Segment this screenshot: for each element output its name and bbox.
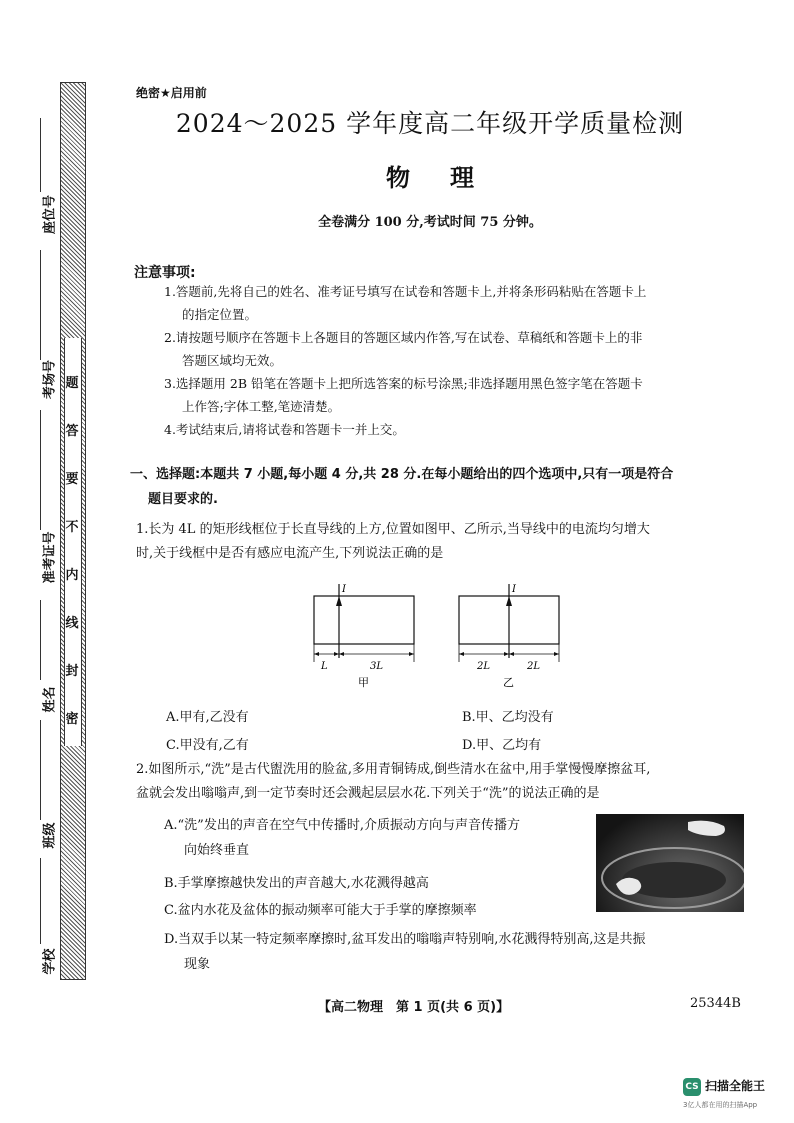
caption-a: 甲 bbox=[358, 676, 369, 688]
score-time-note: 全卷满分 100 分,考试时间 75 分钟。 bbox=[318, 215, 542, 230]
bronze-basin-photo bbox=[596, 814, 744, 912]
seat-fill-line bbox=[40, 118, 41, 192]
page-footer: 【高二物理 第 1 页(共 6 页)】 bbox=[318, 1000, 510, 1015]
caption-b: 乙 bbox=[503, 676, 514, 688]
notice-line: 上作答;字体工整,笔迹清楚。 bbox=[182, 399, 341, 414]
notice-line: 4.考试结束后,请将试卷和答题卡一并上交。 bbox=[164, 422, 405, 437]
notice-line: 1.答题前,先将自己的姓名、准考证号填写在试卷和答题卡上,并将条形码粘贴在答题卡上 bbox=[164, 284, 647, 299]
section-line: 题目要求的. bbox=[148, 492, 218, 507]
room-fill-line bbox=[40, 250, 41, 360]
seat-number-label: 座位号 bbox=[42, 195, 58, 235]
name-label: 姓名 bbox=[42, 686, 58, 713]
seal-char: 线 bbox=[65, 616, 79, 631]
school-label: 学校 bbox=[42, 948, 58, 975]
notice-line: 的指定位置。 bbox=[182, 307, 258, 322]
exam-id-fill-line bbox=[40, 410, 41, 530]
seal-char: 内 bbox=[65, 568, 79, 583]
option-line: A.“洗”发出的声音在空气中传播时,介质振动方向与声音传播方 bbox=[164, 818, 520, 833]
exam-id-label: 准考证号 bbox=[42, 531, 58, 584]
dim-label-right-b: 2L bbox=[527, 661, 541, 672]
seal-char: 答 bbox=[65, 424, 79, 439]
question-line: 时,关于线框中是否有感应电流产生,下列说法正确的是 bbox=[136, 546, 444, 561]
room-number-label: 考场号 bbox=[42, 360, 58, 400]
current-arrow-a bbox=[336, 596, 342, 606]
notice-line: 3.选择题用 2B 铅笔在答题卡上把所选答案的标号涂黑;非选择题用黑色签字笔在答题卡 bbox=[164, 376, 643, 391]
q2-option-a[interactable] bbox=[164, 814, 520, 858]
seal-char: 密 bbox=[65, 712, 79, 727]
dim-arrow bbox=[314, 652, 319, 656]
question-1-stem bbox=[136, 518, 748, 566]
dim-arrow bbox=[409, 652, 414, 656]
notice-line: 答题区域均无效。 bbox=[182, 353, 283, 368]
current-label-b: I bbox=[512, 584, 516, 595]
paper-code: 25344B bbox=[690, 996, 741, 1011]
scanner-tagline: 3亿人都在用的扫描App bbox=[683, 1101, 758, 1109]
q1-option-a[interactable]: A.甲有,乙没有 bbox=[166, 710, 249, 725]
scanner-app-name: 扫描全能王 bbox=[705, 1079, 766, 1093]
seal-char: 封 bbox=[65, 664, 79, 679]
seal-line-box bbox=[64, 338, 82, 746]
class-label: 班级 bbox=[42, 822, 58, 849]
question-line: 1.长为 4L 的矩形线框位于长直导线的上方,位置如图甲、乙所示,当导线中的电流均匀增大 bbox=[136, 522, 650, 537]
hand-right bbox=[688, 821, 725, 836]
figure-b-diagram bbox=[445, 578, 575, 688]
confidential-note: 绝密★启用前 bbox=[136, 86, 207, 100]
dim-label-right-a: 3L bbox=[370, 661, 384, 672]
dim-arrow bbox=[504, 652, 509, 656]
seal-char: 要 bbox=[65, 472, 79, 487]
dim-label-left-a: L bbox=[321, 661, 328, 672]
q1-option-c[interactable]: C.甲没有,乙有 bbox=[166, 738, 249, 753]
dim-arrow bbox=[509, 652, 514, 656]
exam-title: 2024～2025 学年度高二年级开学质量检测 bbox=[175, 109, 685, 138]
dim-arrow bbox=[339, 652, 344, 656]
subject-title: 物理 bbox=[386, 164, 514, 192]
current-arrow-b bbox=[506, 596, 512, 606]
coil-frame-a bbox=[314, 596, 414, 644]
dim-label-left-b: 2L bbox=[477, 661, 491, 672]
dim-arrow bbox=[459, 652, 464, 656]
option-line: D.当双手以某一特定频率摩擦时,盆耳发出的嗡嗡声特别响,水花溅得特别高,这是共振 bbox=[164, 932, 646, 947]
seal-char: 题 bbox=[65, 376, 79, 391]
scanner-logo-icon: CS bbox=[683, 1078, 701, 1096]
dim-arrow bbox=[334, 652, 339, 656]
name-fill-line bbox=[40, 600, 41, 680]
question-line: 2.如图所示,“洗”是古代盥洗用的脸盆,多用青铜铸成,倒些清水在盆中,用手掌慢慢摩擦盆耳, bbox=[136, 762, 651, 777]
q1-option-b[interactable]: B.甲、乙均没有 bbox=[462, 710, 554, 725]
q2-option-c[interactable]: C.盆内水花及盆体的振动频率可能大于手掌的摩擦频率 bbox=[164, 903, 477, 918]
option-line: 向始终垂直 bbox=[184, 843, 250, 858]
section-line: 一、选择题:本题共 7 小题,每小题 4 分,共 28 分.在每小题给出的四个选项中,只有一项是符合 bbox=[130, 467, 674, 482]
option-line: 现象 bbox=[184, 957, 211, 972]
question-2-stem bbox=[136, 758, 748, 806]
q2-option-d[interactable] bbox=[164, 928, 749, 972]
figure-a-diagram bbox=[300, 578, 430, 688]
q2-option-b[interactable]: B.手掌摩擦越快发出的声音越大,水花溅得越高 bbox=[164, 876, 429, 891]
current-label-a: I bbox=[342, 584, 346, 595]
section-heading bbox=[130, 462, 745, 512]
notice-heading: 注意事项: bbox=[134, 265, 196, 281]
seal-char: 不 bbox=[65, 520, 79, 535]
dim-arrow bbox=[554, 652, 559, 656]
basin-sketch bbox=[596, 814, 744, 912]
q1-option-d[interactable]: D.甲、乙均有 bbox=[462, 738, 542, 753]
notice-line: 2.请按题号顺序在答题卡上各题目的答题区域内作答,写在试卷、草稿纸和答题卡上的非 bbox=[164, 330, 643, 345]
question-line: 盆就会发出嗡嗡声,到一定节奏时还会溅起层层水花.下列关于“洗”的说法正确的是 bbox=[136, 786, 600, 801]
